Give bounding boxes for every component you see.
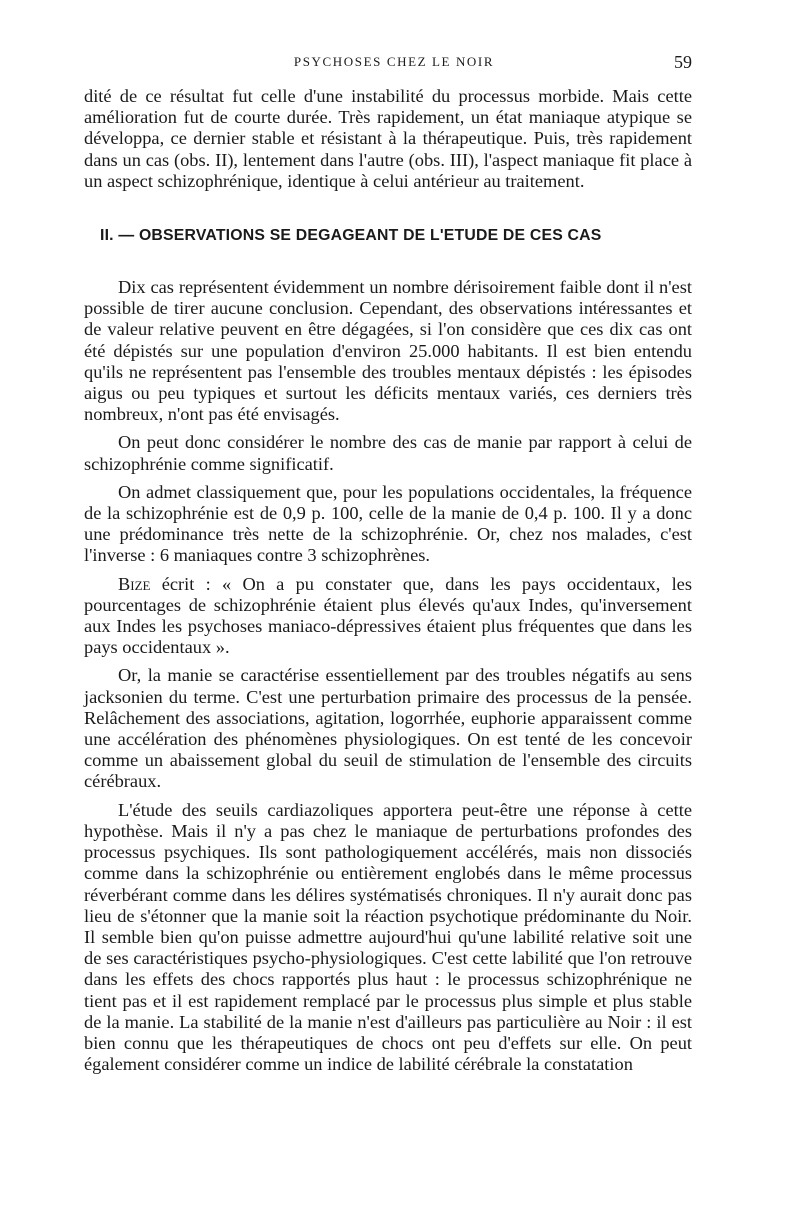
running-title: PSYCHOSES CHEZ LE NOIR: [293, 54, 495, 69]
paragraph-3: On admet classiquement que, pour les populations occidentales, la fréquence de la schizophrénie est de 0,9 p. 100, celle de la manie de 0,4 p. 100. Il y a donc une prédominance très nette de la schizophrénie. Or, chez nos malades, c'est l'inverse : 6 maniaques contre 3 schizophrènes.: [84, 481, 692, 566]
paragraph-2: On peut donc considérer le nombre des cas de manie par rapport à celui de schizophrénie comme significatif.: [84, 432, 692, 474]
page-number: 59: [674, 52, 692, 72]
paragraph-1: Dix cas représentent évidemment un nombre dérisoirement faible dont il n'est possible de tirer aucune conclusion. Cependant, des observations intéressantes et de valeur relative peuvent en être dégagées, si l'on considère que ces dix cas ont été dépistés sur une population d'environ 25.000 habitants. Il est bien entendu qu'ils ne représentent pas l'ensemble des troubles mentaux dépistés : les épisodes aigus ou peu typiques et surtout les déficits mentaux variés, ces derniers très nombreux, n'ont pas été envisagés.: [84, 277, 692, 425]
paragraph-4: [84, 574, 692, 659]
continuation-paragraph: dité de ce résultat fut celle d'une instabilité du processus morbide. Mais cette amélioration fut de courte durée. Très rapidement, un état maniaque atypique se développa, ce dernier stable et résistant à la thérapeutique. Puis, très rapidement dans un cas (obs. II), lentement dans l'autre (obs. III), l'aspect maniaque fit place à un aspect schizophrénique, identique à celui antérieur au traitement.: [84, 86, 692, 191]
body-text: [84, 86, 692, 1082]
paragraph-6: L'étude des seuils cardiazoliques apportera peut-être une réponse à cette hypothèse. Mais il n'y a pas chez le maniaque de perturbations profondes des processus psychiques. Ils sont pathologiquement accélérés, mais non dissociés comme dans la schizophrénie ou entièrement englobés dans le même processus réverbérant comme dans les délires systématisés chroniques. Il n'y aurait donc pas lieu de s'étonner que la manie soit la réaction psychotique prédominante du Noir. Il semble bien qu'on puisse admettre aujourd'hui qu'une labilité relative soit une de ses caractéristiques psycho-physiologiques. C'est cette labilité que l'on retrouve dans les effets des chocs rapportés plus haut : le processus schizophrénique ne tient pas et il est rapidement remplacé par le processus plus simple et plus stable de la manie. La stabilité de la manie n'est d'ailleurs pas particulière au Noir : il est bien connu que les thérapeutiques de chocs ont peu d'effets sur elle. On peut également considérer comme un indice de labilité cérébrale la constatation: [84, 799, 692, 1075]
section-heading: II. — OBSERVATIONS SE DEGAGEANT DE L'ETUDE DE CES CAS: [100, 227, 602, 245]
cited-author: Bize: [118, 573, 151, 594]
paragraph-5: Or, la manie se caractérise essentiellement par des troubles négatifs au sens jacksonien du terme. C'est une perturbation primaire des processus de la pensée. Relâchement des associations, agitation, logorrhée, euphorie apparaissent comme une accélération des phénomènes physiologiques. On est tenté de les concevoir comme un abaissement global du seuil de stimulation de l'ensemble des circuits cérébraux.: [84, 665, 692, 792]
paragraph-4-text: écrit : « On a pu constater que, dans les pays occidentaux, les pourcentages de schizophrénie étaient plus élevés qu'aux Indes, qu'inversement aux Indes les psychoses maniaco-dépressives étaient plus fréquentes que dans les pays occidentaux ».: [84, 573, 692, 658]
running-head: [96, 50, 692, 74]
